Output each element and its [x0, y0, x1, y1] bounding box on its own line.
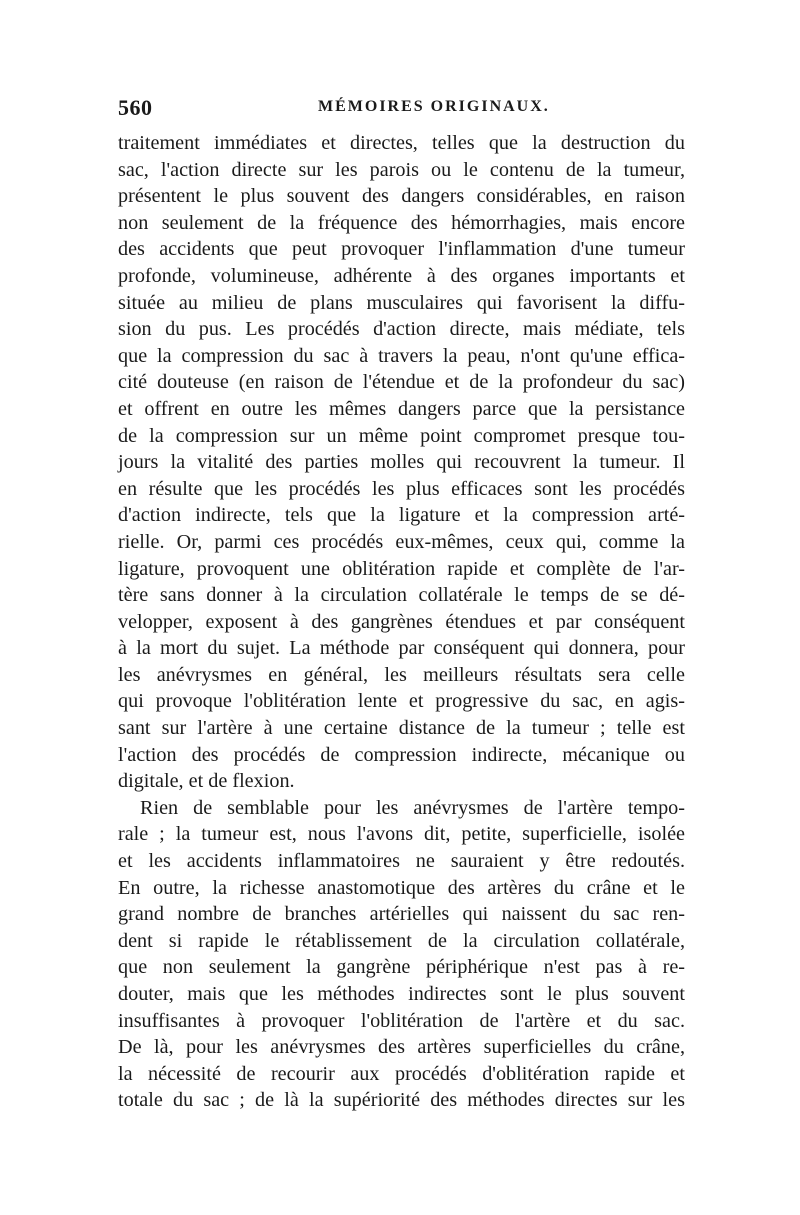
- text-line: située au milieu de plans musculaires qui favorisent la diffu-: [118, 291, 685, 314]
- text-line: profonde, volumineuse, adhérente à des organes importants et: [118, 264, 685, 287]
- text-line: sant sur l'artère à une certaine distance de la tumeur ; telle est: [118, 717, 685, 740]
- text-line: et offrent en outre les mêmes dangers parce que la persistance: [118, 397, 685, 420]
- text-line: présentent le plus souvent des dangers considérables, en raison: [118, 185, 685, 208]
- text-line: en résulte que les procédés les plus efficaces sont les procédés: [118, 477, 685, 500]
- text-line: totale du sac ; de là la supériorité des méthodes directes sur les: [118, 1089, 685, 1112]
- text-line: rielle. Or, parmi ces procédés eux-mêmes, ceux qui, comme la: [118, 530, 685, 553]
- text-line: sion du pus. Les procédés d'action directe, mais médiate, tels: [118, 318, 685, 341]
- text-line: douter, mais que les méthodes indirectes sont le plus souvent: [118, 983, 685, 1005]
- text-line: qui provoque l'oblitération lente et progressive du sac, en agis-: [118, 690, 685, 713]
- text-line: que non seulement la gangrène périphérique n'est pas à re-: [118, 956, 685, 979]
- text-line: sac, l'action directe sur les parois ou le contenu de la tumeur,: [118, 158, 685, 181]
- text-line: à la mort du sujet. La méthode par conséquent qui donnera, pour: [118, 637, 685, 660]
- running-title: MÉMOIRES ORIGINAUX.: [318, 98, 550, 115]
- text-line: la nécessité de recourir aux procédés d'oblitération rapide et: [118, 1062, 685, 1085]
- body-text: [118, 130, 685, 1114]
- text-line: digitale, et de flexion.: [118, 770, 295, 793]
- text-line: velopper, exposent à des gangrènes étendues et par conséquent: [118, 610, 685, 633]
- text-line: insuffisantes à provoquer l'oblitération de l'artère et du sac.: [118, 1009, 685, 1032]
- text-line: tère sans donner à la circulation collatérale le temps de se dé-: [118, 584, 685, 607]
- text-line: jours la vitalité des parties molles qui recouvrent la tumeur. Il: [118, 451, 685, 474]
- page-number: 560: [118, 95, 153, 120]
- text-line: cité douteuse (en raison de l'étendue et de la profondeur du sac): [118, 371, 685, 394]
- text-line: non seulement de la fréquence des hémorrhagies, mais encore: [118, 211, 685, 234]
- text-line: l'action des procédés de compression indirecte, mécanique ou: [118, 743, 685, 766]
- text-line: Rien de semblable pour les anévrysmes de l'artère tempo-: [140, 796, 685, 819]
- text-line: De là, pour les anévrysmes des artères superficielles du crâne,: [118, 1036, 685, 1059]
- text-line: que la compression du sac à travers la peau, n'ont qu'une effica-: [118, 344, 685, 367]
- text-line: rale ; la tumeur est, nous l'avons dit, petite, superficielle, isolée: [118, 823, 685, 846]
- text-line: des accidents que peut provoquer l'inflammation d'une tumeur: [118, 238, 685, 261]
- page-header: [118, 95, 685, 125]
- text-line: les anévrysmes en général, les meilleurs résultats sera celle: [118, 663, 685, 686]
- text-line: d'action indirecte, tels que la ligature et la compression arté-: [118, 504, 685, 527]
- text-line: grand nombre de branches artérielles qui naissent du sac ren-: [118, 903, 685, 926]
- text-line: ligature, provoquent une oblitération rapide et complète de l'ar-: [118, 557, 685, 580]
- text-line: traitement immédiates et directes, telles que la destruction du: [118, 132, 685, 154]
- text-line: de la compression sur un même point compromet presque tou-: [118, 424, 685, 447]
- text-line: et les accidents inflammatoires ne sauraient y être redoutés.: [118, 850, 685, 873]
- text-line: dent si rapide le rétablissement de la circulation collatérale,: [118, 929, 685, 952]
- text-line: En outre, la richesse anastomotique des artères du crâne et le: [118, 876, 685, 899]
